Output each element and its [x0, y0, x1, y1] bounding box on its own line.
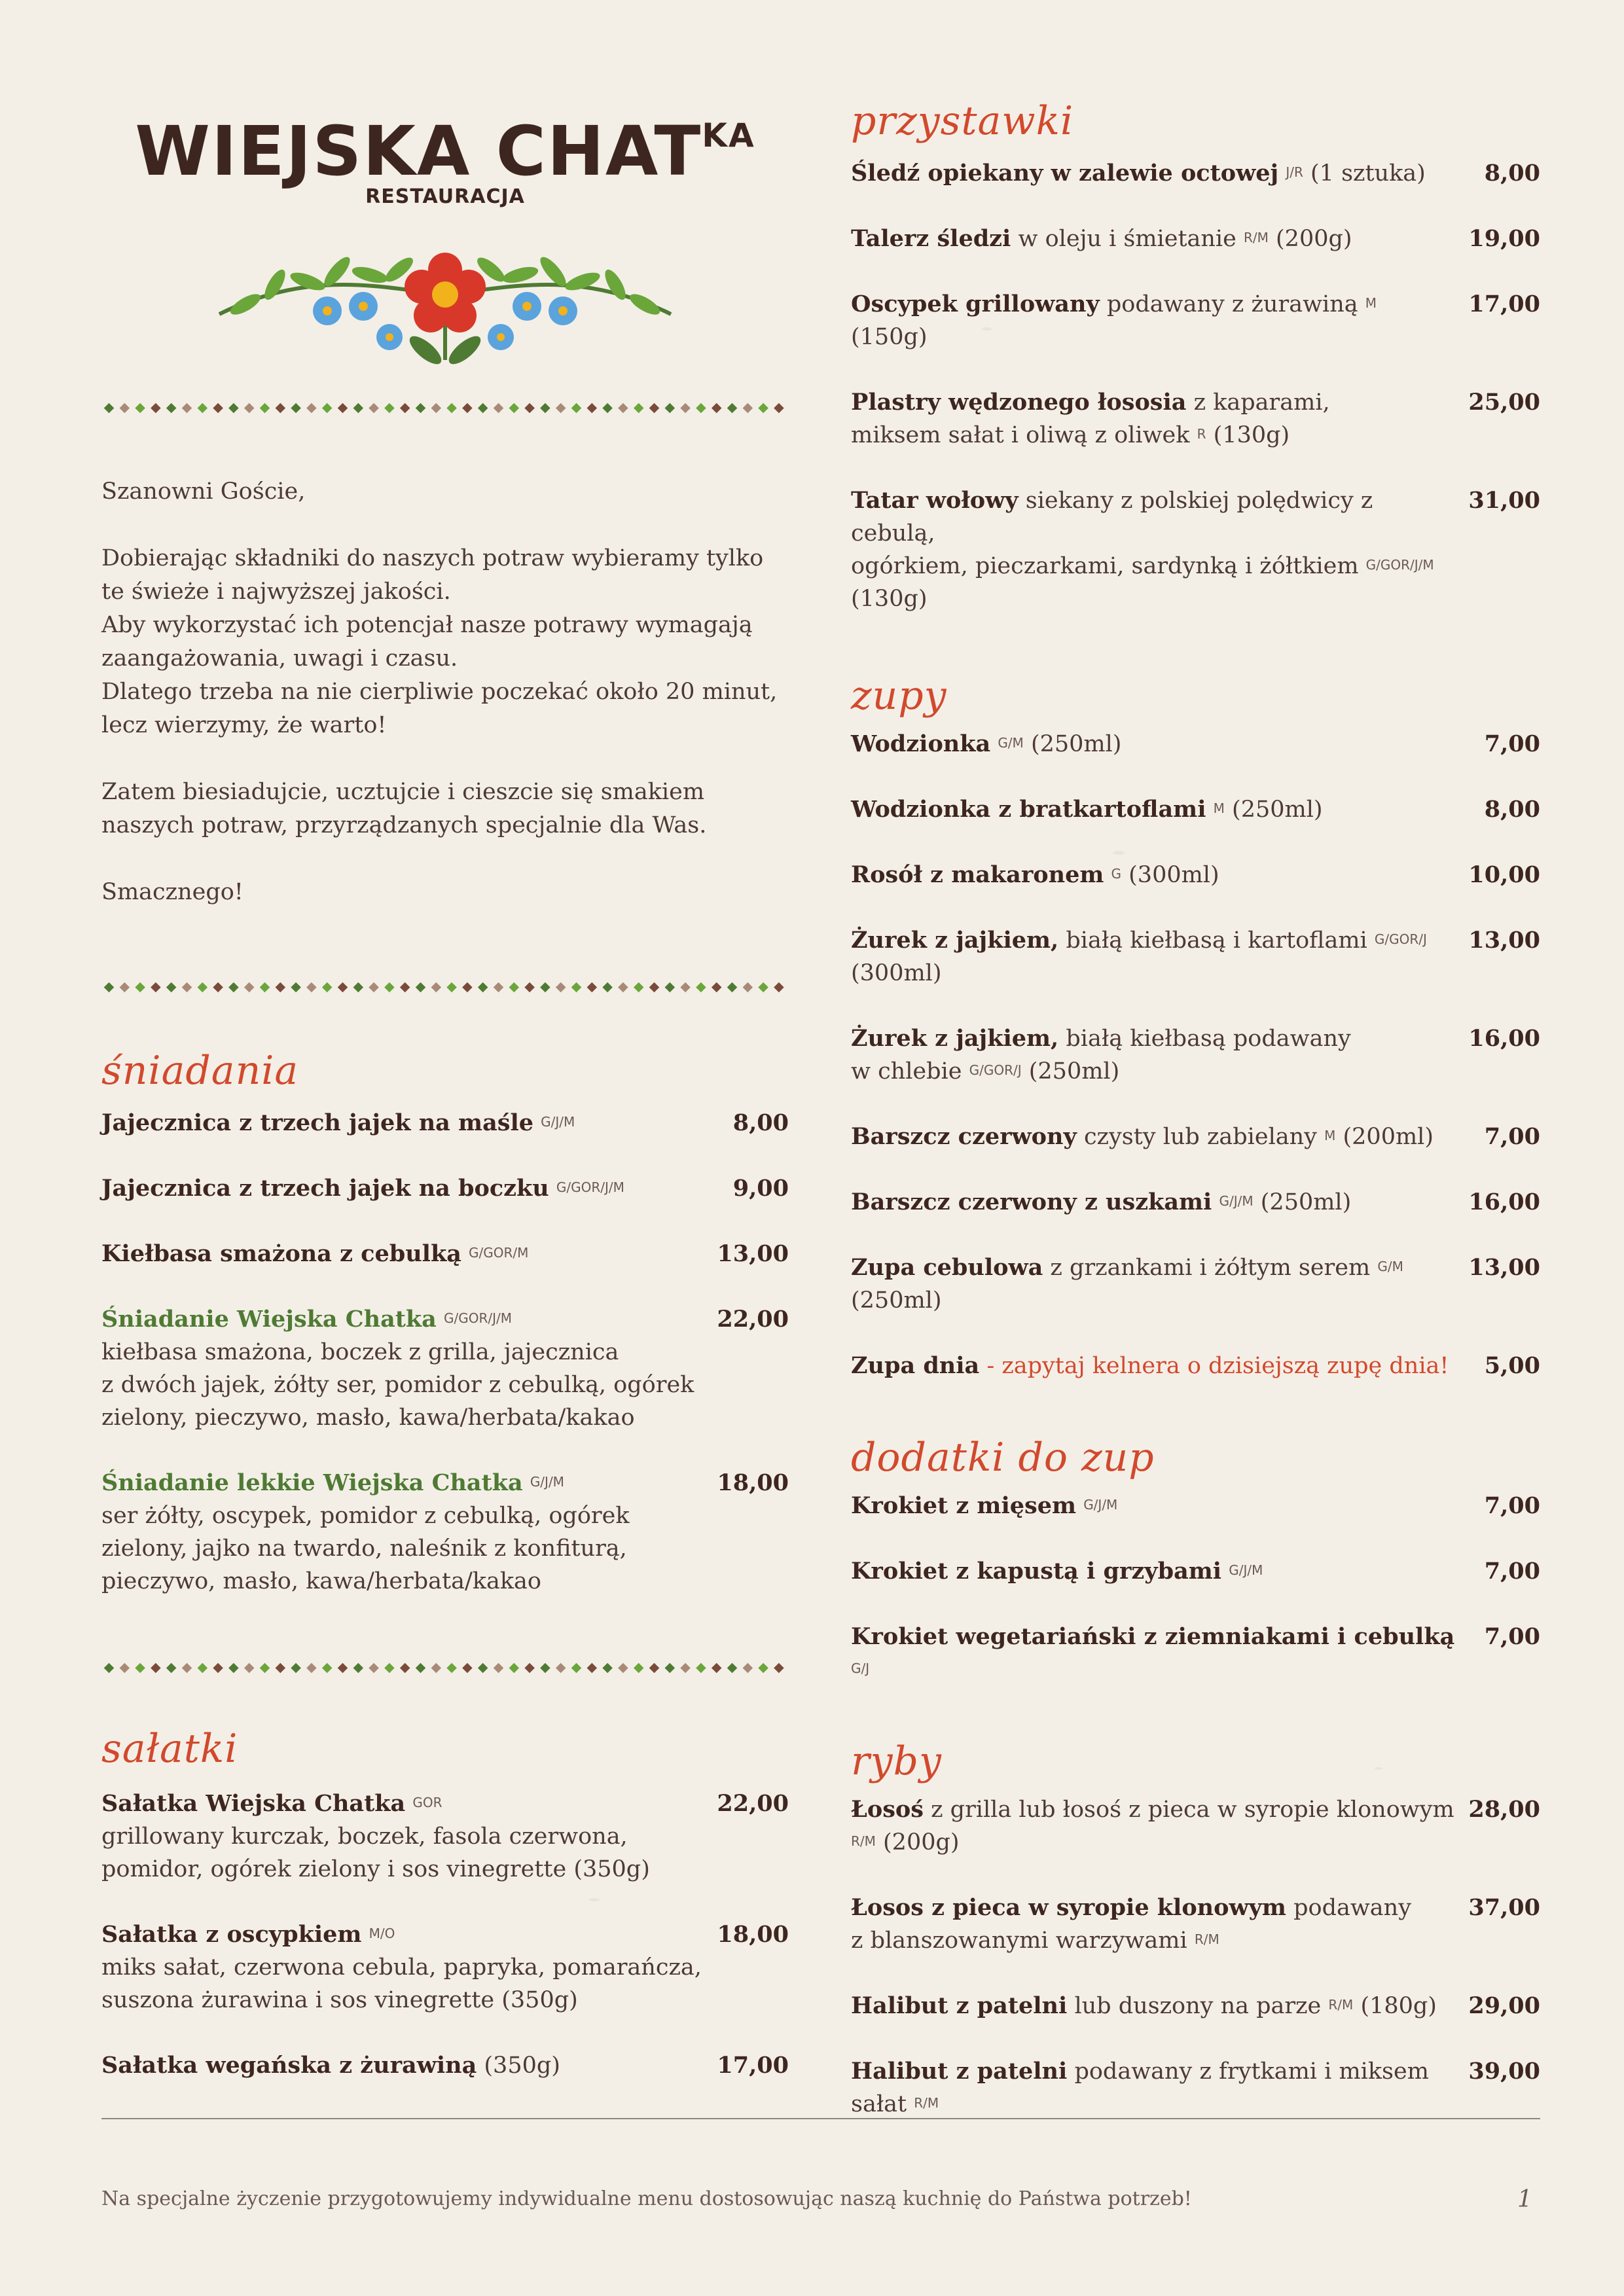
- ornament-diamond-icon: [338, 982, 348, 993]
- intro-greeting: Szanowni Goście,: [101, 478, 306, 505]
- ornament-diamond-icon: [446, 403, 457, 414]
- ornament-diamond-icon: [774, 403, 784, 414]
- ornament-diamond-icon: [291, 1663, 301, 1674]
- left-column: [101, 98, 789, 2082]
- price: 9,00: [732, 1175, 789, 1202]
- ornament-diamond-icon: [634, 403, 644, 414]
- intro-paragraph-2: Zatem biesiadujcie, ucztujcie i cieszcie się smakiem naszych potraw, przyrządzanych specjalnie dla Was.: [101, 779, 707, 838]
- ornament-diamond-icon: [758, 1663, 768, 1674]
- ornament-diamond-icon: [478, 982, 488, 993]
- menu-item: Łosos z pieca w syropie klonowym podawany z blanszowanymi warzywami $^{R/M}$ 37,00: [851, 1892, 1540, 1957]
- ornament-diamond-icon: [556, 403, 566, 414]
- ornament-diamond-icon: [213, 982, 223, 993]
- footer-note: Na specjalne życzenie przygotowujemy indywidualne menu dostosowując naszą kuchnię do Państwa potrzeb!: [101, 2187, 1192, 2210]
- ornament-diamond-icon: [104, 982, 115, 993]
- ornament-diamond-icon: [369, 1663, 379, 1674]
- menu-item: Oscypek grillowany podawany z żurawiną $^M$ (150g) 17,00: [851, 288, 1540, 353]
- price: 28,00: [1468, 1796, 1540, 1823]
- logo-title: WIEJSKA $CHAT^{KA}$: [135, 111, 755, 191]
- price: 7,00: [1484, 1623, 1540, 1650]
- ornament-diamond-icon: [338, 403, 348, 414]
- menu-item: Śniadanie Wiejska Chatka $^{G/GOR/J/M}$ kiełbasa smażona, boczek z grilla, jajecznica z dwóch jajek, żółty ser, pomidor z cebulką, ogórek zielony, pieczywo, masło, kawa/herbata/kakao 22,00: [101, 1303, 789, 1434]
- ornament-diamond-icon: [306, 982, 317, 993]
- menu-item: Barszcz czerwony z uszkami $^{G/J/M}$ (250ml) 16,00: [851, 1186, 1540, 1219]
- ornament-diamond-icon: [166, 1663, 177, 1674]
- menu-item: Żurek z jajkiem, białą kiełbasą i kartoflami $^{G/GOR/J}$ (300ml) 13,00: [851, 924, 1540, 990]
- ornament-diamond-icon: [680, 403, 691, 414]
- menu-item: Plastry wędzonego łososia z kaparami, miksem sałat i oliwą z oliwek $^R$ (130g) 25,00: [851, 386, 1540, 452]
- ornament-diamond-icon: [727, 403, 738, 414]
- ornament-diamond-icon: [758, 403, 768, 414]
- menu-item: Rosół z makaronem $^G$ (300ml) 10,00: [851, 859, 1540, 891]
- ornament-diamond-icon: [634, 1663, 644, 1674]
- ornament-diamond-icon: [696, 403, 706, 414]
- ornament-diamond-icon: [306, 1663, 317, 1674]
- menu-item: Zupa cebulowa z grzankami i żółtym serem $^{G/M}$ (250ml) 13,00: [851, 1251, 1540, 1317]
- ornament-diamond-icon: [182, 403, 192, 414]
- ornament-diamond-icon: [353, 1663, 364, 1674]
- ornament-diamond-icon: [369, 403, 379, 414]
- ornament-diamond-icon: [166, 982, 177, 993]
- section-przystawki: [851, 98, 1540, 615]
- ornament-diamond-icon: [665, 403, 676, 414]
- section-ryby: [851, 1738, 1540, 2121]
- ornament-diamond-icon: [774, 1663, 784, 1674]
- menu-item: Śledź opiekany w zalewie octowej $^{J/R}$ (1 sztuka) 8,00: [851, 157, 1540, 190]
- menu-item: Talerz śledzi w oleju i śmietanie $^{R/M}$ (200g) 19,00: [851, 223, 1540, 255]
- menu-item: Wodzionka z bratkartoflami $^M$ (250ml) 8,00: [851, 793, 1540, 826]
- menu-item: Jajecznica z trzech jajek na maśle $^{G/J/M}$ 8,00: [101, 1107, 789, 1139]
- ornament-diamond-icon: [649, 403, 660, 414]
- ornament-diamond-icon: [416, 982, 426, 993]
- ornament-diamond-icon: [198, 403, 208, 414]
- ornament-diamond-icon: [353, 982, 364, 993]
- ornament-diamond-icon: [540, 403, 550, 414]
- menu-item: Barszcz czerwony czysty lub zabielany $^M$ (200ml) 7,00: [851, 1121, 1540, 1153]
- ornament-diamond-icon: [306, 403, 317, 414]
- intro-closing: Smacznego!: [101, 879, 244, 905]
- ornament-diamond-icon: [260, 403, 270, 414]
- menu-item: Kiełbasa smażona z cebulką $^{G/GOR/M}$ 13,00: [101, 1238, 789, 1270]
- ornament-diamond-icon: [602, 982, 613, 993]
- price: 7,00: [1484, 1558, 1540, 1585]
- folk-flower-ornament-icon: [167, 196, 723, 380]
- ornament-diamond-icon: [446, 1663, 457, 1674]
- intro-letter: [101, 475, 789, 909]
- section-title: ryby: [851, 1738, 942, 1784]
- ornament-diamond-icon: [587, 403, 598, 414]
- ornament-diamond-icon: [618, 403, 628, 414]
- price: 37,00: [1468, 1894, 1540, 1921]
- section-title: śniadania: [101, 1048, 299, 1094]
- ornament-diamond-icon: [680, 1663, 691, 1674]
- ornament-diamond-icon: [135, 403, 145, 414]
- ornament-diamond-icon: [618, 1663, 628, 1674]
- ornament-diamond-icon: [120, 982, 130, 993]
- intro-paragraph-1: Dobierając składniki do naszych potraw wybieramy tylko te świeże i najwyższej jakości. Aby wykorzystać ich potencjał nasze potrawy wymagają zaangażowania, uwagi i czasu. Dlatego trzeba na nie cierpliwie poczekać około 20 minut, lecz wierzymy, że warto!: [101, 545, 778, 738]
- ornament-diamond-icon: [571, 982, 582, 993]
- ornament-diamond-icon: [260, 982, 270, 993]
- ornament-diamond-icon: [104, 403, 115, 414]
- menu-item: Sałatka z oscypkiem $^{M/O}$ miks sałat, czerwona cebula, papryka, pomarańcza, suszona żurawina i sos vinegrette (350g) 18,00: [101, 1918, 789, 2017]
- ornament-diamond-icon: [120, 403, 130, 414]
- price: 16,00: [1468, 1189, 1540, 1215]
- ornament-diamond-icon: [369, 982, 379, 993]
- ornament-diamond-icon: [338, 1663, 348, 1674]
- ornament-diamond-icon: [400, 403, 410, 414]
- ornament-diamond-icon: [276, 403, 286, 414]
- section-salatki: [101, 1726, 789, 2082]
- ornament-diamond-icon: [198, 982, 208, 993]
- ornament-diamond-icon: [151, 403, 161, 414]
- price: 7,00: [1484, 730, 1540, 757]
- ornament-diamond-icon: [135, 982, 145, 993]
- ornament-diamond-icon: [291, 403, 301, 414]
- menu-item: Krokiet z kapustą i grzybami $^{G/J/M}$ 7,00: [851, 1555, 1540, 1588]
- ornament-diamond-icon: [322, 982, 333, 993]
- section-sniadania: [101, 1048, 789, 1598]
- ornament-diamond-icon: [494, 403, 504, 414]
- ornament-diamond-icon: [151, 982, 161, 993]
- ornament-diamond-icon: [198, 1663, 208, 1674]
- ornament-diamond-icon: [431, 982, 442, 993]
- ornament-diamond-icon: [540, 982, 550, 993]
- price: 16,00: [1468, 1025, 1540, 1052]
- ornament-diamond-icon: [135, 1663, 145, 1674]
- ornament-diamond-icon: [478, 1663, 488, 1674]
- price: 18,00: [717, 1469, 789, 1496]
- ornament-diamond-icon: [696, 1663, 706, 1674]
- ornament-diamond-icon: [524, 1663, 535, 1674]
- ornament-diamond-icon: [634, 982, 644, 993]
- ornament-diamond-icon: [228, 1663, 239, 1674]
- ornament-diamond-icon: [431, 1663, 442, 1674]
- ornament-diamond-icon: [727, 982, 738, 993]
- ornament-diamond-icon: [384, 1663, 395, 1674]
- ornament-diamond-icon: [602, 1663, 613, 1674]
- ornament-diamond-icon: [322, 1663, 333, 1674]
- ornament-diamond-icon: [587, 982, 598, 993]
- ornament-diamond-icon: [384, 403, 395, 414]
- section-dodatki: [851, 1435, 1540, 1686]
- page-number: 1: [1517, 2186, 1532, 2213]
- ornament-diamond-icon: [758, 982, 768, 993]
- section-title: zupy: [851, 673, 947, 719]
- ornament-diamond-icon: [322, 403, 333, 414]
- menu-item: Halibut z patelni lub duszony na parze $^{R/M}$ (180g) 29,00: [851, 1990, 1540, 2022]
- ornament-diamond-icon: [228, 982, 239, 993]
- ornament-diamond-icon: [182, 982, 192, 993]
- ornament-diamond-icon: [743, 403, 753, 414]
- ornament-diamond-icon: [104, 1663, 115, 1674]
- menu-item: Halibut z patelni podawany z frytkami i miksem sałat $^{R/M}$ 39,00: [851, 2055, 1540, 2121]
- ornament-diamond-icon: [228, 403, 239, 414]
- ornament-diamond-icon: [540, 1663, 550, 1674]
- ornament-diamond-icon: [416, 1663, 426, 1674]
- ornament-diamond-icon: [649, 1663, 660, 1674]
- restaurant-logo: [101, 98, 789, 380]
- menu-item: Wodzionka $^{G/M}$ (250ml) 7,00: [851, 728, 1540, 761]
- ornament-diamond-icon: [743, 1663, 753, 1674]
- ornament-diamond-icon: [446, 982, 457, 993]
- price: 7,00: [1484, 1123, 1540, 1150]
- price: 5,00: [1484, 1352, 1540, 1379]
- ornament-diamond-icon: [524, 982, 535, 993]
- ornament-diamond-icon: [462, 1663, 473, 1674]
- footer-divider: [101, 2118, 1540, 2119]
- ornament-diamond-icon: [213, 1663, 223, 1674]
- section-title: przystawki: [851, 98, 1074, 144]
- ornament-diamond-icon: [462, 982, 473, 993]
- price: 13,00: [717, 1240, 789, 1267]
- ornament-diamond-icon: [696, 982, 706, 993]
- menu-item: Sałatka Wiejska Chatka $^{GOR}$ grillowany kurczak, boczek, fasola czerwona, pomidor, ogórek zielony i sos vinegrette (350g) 22,00: [101, 1787, 789, 1886]
- ornament-diamond-icon: [213, 403, 223, 414]
- ornament-diamond-icon: [400, 982, 410, 993]
- ornament-diamond-icon: [712, 403, 722, 414]
- section-title: sałatki: [101, 1726, 238, 1772]
- ornament-diamond-icon: [494, 1663, 504, 1674]
- menu-item: Żurek z jajkiem, białą kiełbasą podawany w chlebie $^{G/GOR/J}$ (250ml) 16,00: [851, 1022, 1540, 1088]
- ornament-diamond-icon: [166, 403, 177, 414]
- ornament-diamond-icon: [260, 1663, 270, 1674]
- ornament-diamond-icon: [431, 403, 442, 414]
- menu-item: Tatar wołowy siekany z polskiej polędwicy z cebulą, ogórkiem, pieczarkami, sardynką i żółtkiem $^{G/GOR/J/M}$ (130g) 31,00: [851, 484, 1540, 615]
- ornament-diamond-icon: [712, 982, 722, 993]
- ornament-diamond-icon: [665, 982, 676, 993]
- ornament-diamond-icon: [509, 403, 520, 414]
- ornament-diamond-icon: [556, 1663, 566, 1674]
- logo-subtitle: RESTAURACJA: [365, 185, 525, 208]
- price: 22,00: [717, 1790, 789, 1817]
- price: 8,00: [1484, 796, 1540, 823]
- price: 13,00: [1468, 927, 1540, 954]
- ornament-diamond-icon: [416, 403, 426, 414]
- ornament-diamond-icon: [244, 982, 255, 993]
- ornament-diamond-icon: [151, 1663, 161, 1674]
- price: 39,00: [1468, 2058, 1540, 2085]
- price: 8,00: [732, 1109, 789, 1136]
- menu-item: Łosoś z grilla lub łosoś z pieca w syropie klonowym $^{R/M}$ (200g) 28,00: [851, 1793, 1540, 1859]
- ornament-divider: [101, 975, 789, 1001]
- price: 22,00: [717, 1306, 789, 1333]
- menu-item: Krokiet wegetariański z ziemniakami i cebulką $^{G/J}$ 7,00: [851, 1621, 1540, 1686]
- price: 25,00: [1468, 389, 1540, 416]
- ornament-diamond-icon: [182, 1663, 192, 1674]
- section-zupy: [851, 673, 1540, 1382]
- price: 13,00: [1468, 1254, 1540, 1281]
- ornament-diamond-icon: [353, 403, 364, 414]
- ornament-diamond-icon: [400, 1663, 410, 1674]
- price: 18,00: [717, 1921, 789, 1948]
- ornament-diamond-icon: [712, 1663, 722, 1674]
- price: 17,00: [717, 2052, 789, 2079]
- ornament-diamond-icon: [524, 403, 535, 414]
- ornament-diamond-icon: [587, 1663, 598, 1674]
- ornament-diamond-icon: [509, 1663, 520, 1674]
- menu-item: Śniadanie lekkie Wiejska Chatka $^{G/J/M}$ ser żółty, oscypek, pomidor z cebulką, ogórek zielony, jajko na twardo, naleśnik z konfiturą, pieczywo, masło, kawa/herbata/kakao 18,00: [101, 1467, 789, 1598]
- ornament-diamond-icon: [680, 982, 691, 993]
- price: 8,00: [1484, 160, 1540, 187]
- menu-item: Krokiet z mięsem $^{G/J/M}$ 7,00: [851, 1490, 1540, 1522]
- ornament-diamond-icon: [571, 1663, 582, 1674]
- ornament-diamond-icon: [276, 982, 286, 993]
- ornament-diamond-icon: [244, 1663, 255, 1674]
- ornament-diamond-icon: [602, 403, 613, 414]
- menu-item: Jajecznica z trzech jajek na boczku $^{G/GOR/J/M}$ 9,00: [101, 1172, 789, 1205]
- ornament-diamond-icon: [494, 982, 504, 993]
- price: 31,00: [1468, 487, 1540, 514]
- price: 7,00: [1484, 1492, 1540, 1519]
- ornament-diamond-icon: [743, 982, 753, 993]
- price: 17,00: [1468, 291, 1540, 317]
- ornament-diamond-icon: [649, 982, 660, 993]
- ornament-diamond-icon: [244, 403, 255, 414]
- ornament-diamond-icon: [556, 982, 566, 993]
- ornament-diamond-icon: [291, 982, 301, 993]
- price: 10,00: [1468, 861, 1540, 888]
- right-column: [851, 98, 1540, 2121]
- ornament-diamond-icon: [618, 982, 628, 993]
- ornament-divider: [101, 1655, 789, 1681]
- ornament-diamond-icon: [384, 982, 395, 993]
- price: 19,00: [1468, 225, 1540, 252]
- menu-item: Sałatka wegańska z żurawiną (350g) 17,00: [101, 2049, 789, 2082]
- ornament-diamond-icon: [276, 1663, 286, 1674]
- ornament-diamond-icon: [478, 403, 488, 414]
- ornament-diamond-icon: [509, 982, 520, 993]
- ornament-diamond-icon: [665, 1663, 676, 1674]
- ornament-divider: [101, 395, 789, 422]
- menu-item: Zupa dnia - zapytaj kelnera o dzisiejszą zupę dnia! 5,00: [851, 1350, 1540, 1382]
- ornament-diamond-icon: [571, 403, 582, 414]
- ornament-diamond-icon: [462, 403, 473, 414]
- price: 29,00: [1468, 1992, 1540, 2019]
- ornament-diamond-icon: [727, 1663, 738, 1674]
- section-title: dodatki do zup: [851, 1435, 1155, 1480]
- ornament-diamond-icon: [120, 1663, 130, 1674]
- ornament-diamond-icon: [774, 982, 784, 993]
